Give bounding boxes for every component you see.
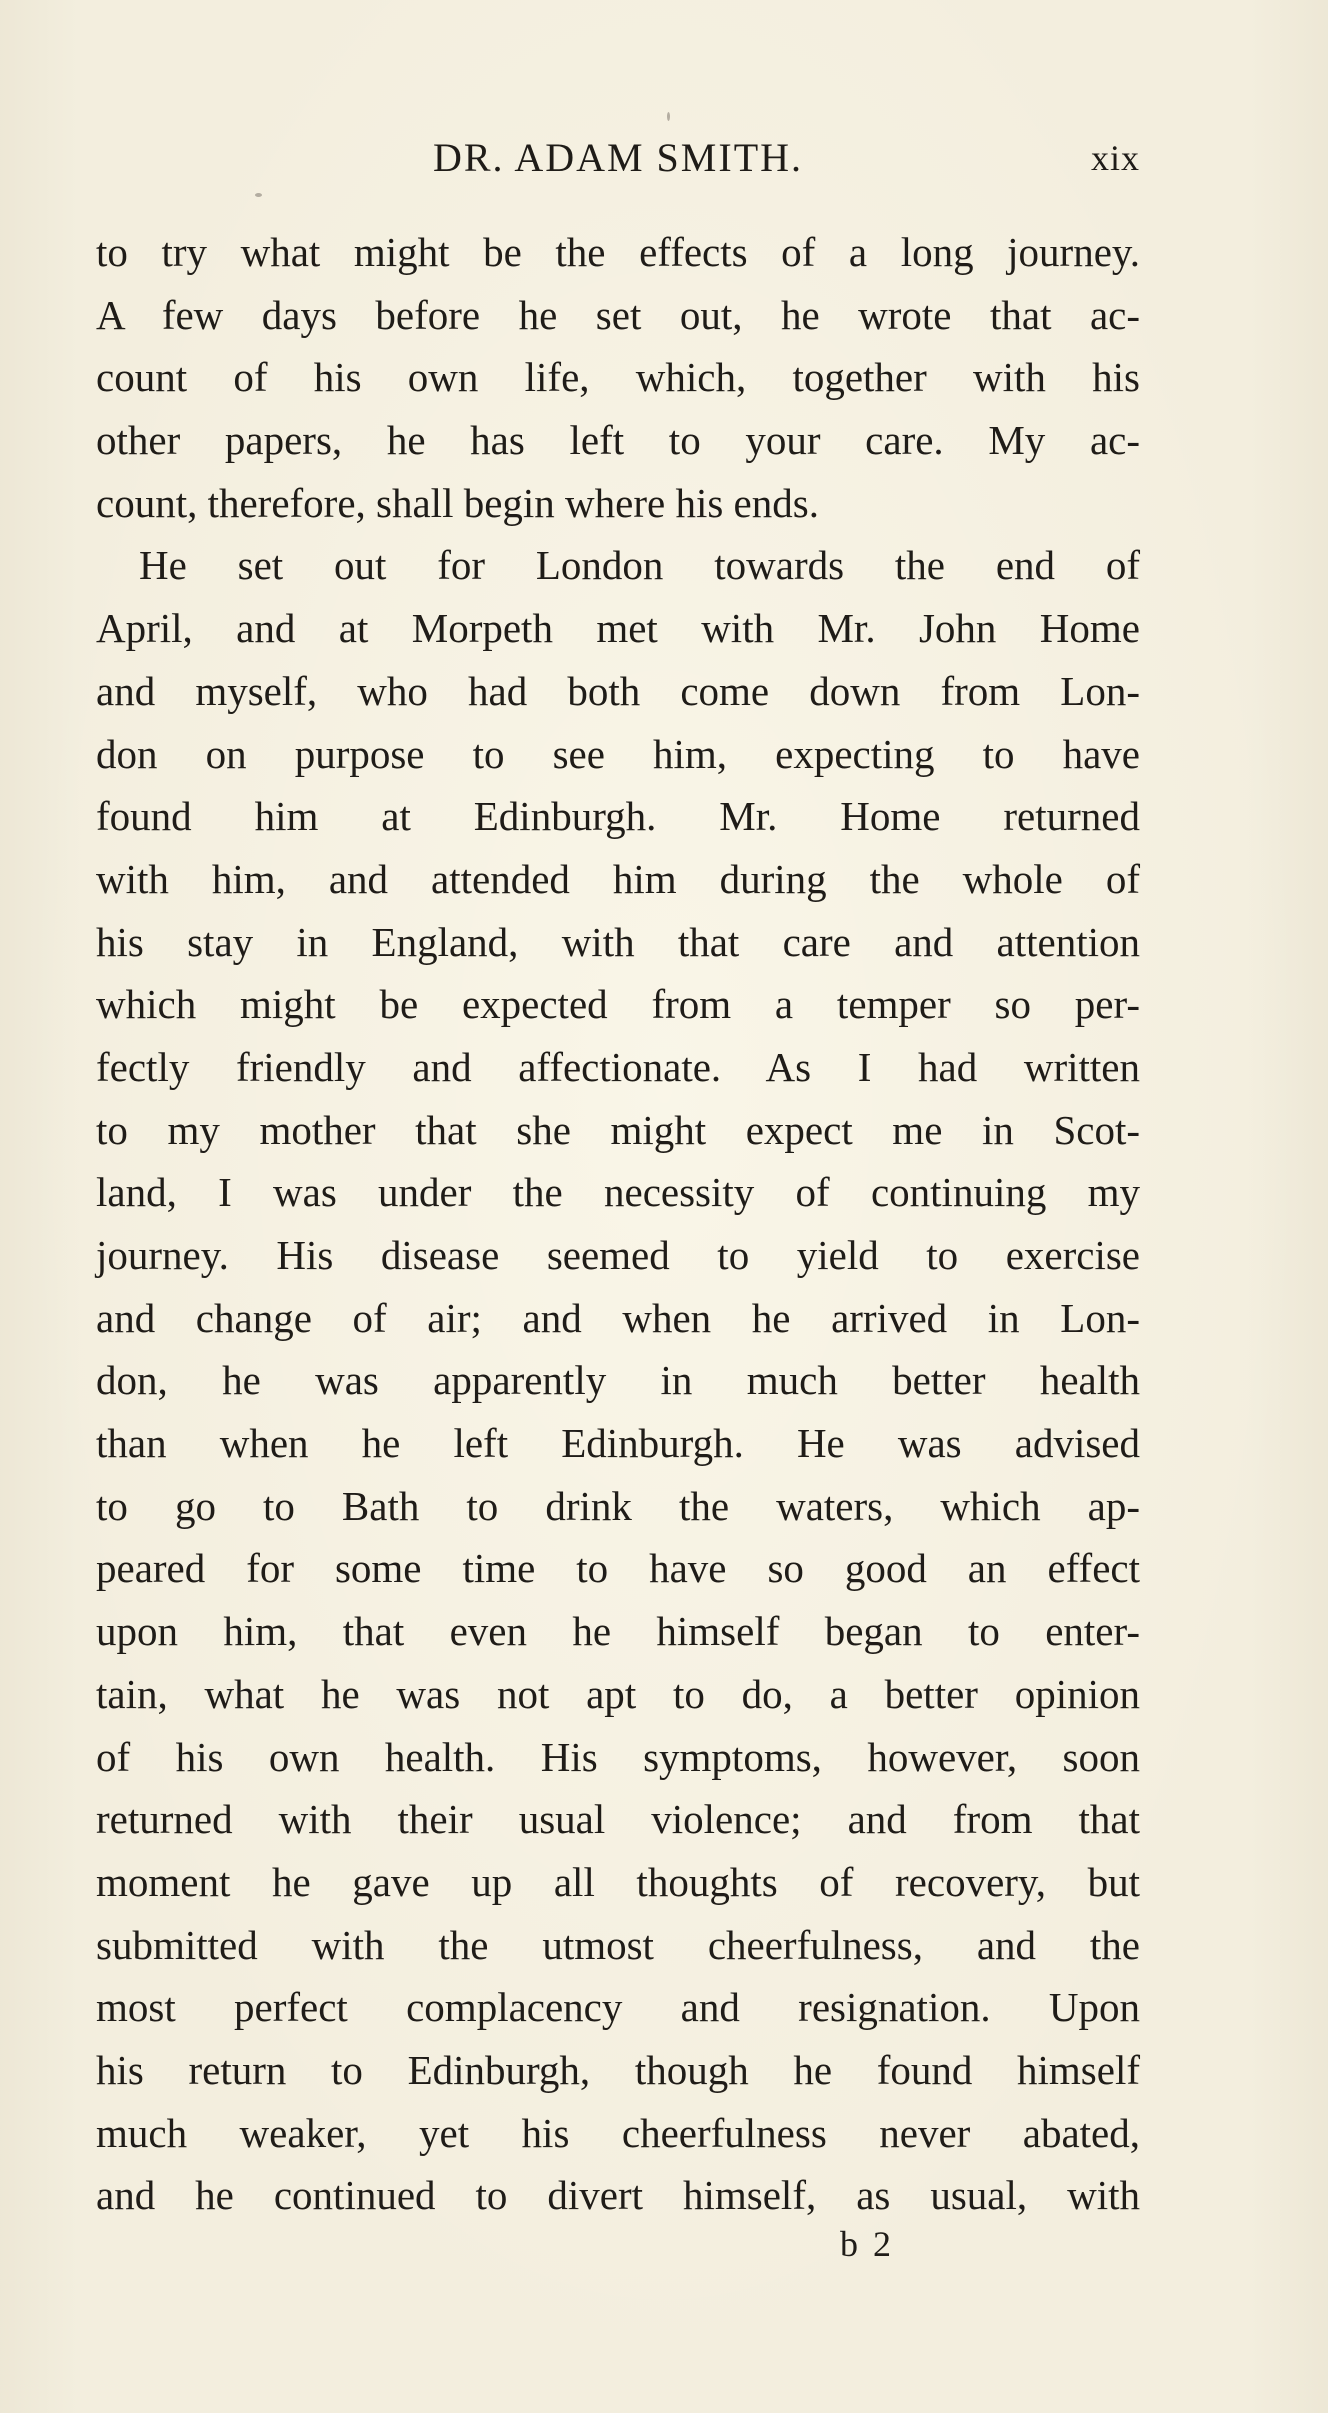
- text-line: don on purpose to see him, expecting to have: [96, 730, 1140, 777]
- text-line: to go to Bath to drink the waters, which ap-: [96, 1482, 1140, 1529]
- text-line: his stay in England, with that care and attention: [96, 918, 1140, 965]
- text-line: submitted with the utmost cheerfulness, and the: [96, 1921, 1140, 1968]
- body-text: [96, 221, 1140, 2227]
- text-line: other papers, he has left to your care. My ac-: [96, 417, 1140, 464]
- text-line: peared for some time to have so good an effect: [96, 1545, 1140, 1592]
- text-line: most perfect complacency and resignation. Upon: [96, 1984, 1140, 2031]
- text-line: which might be expected from a temper so per-: [96, 981, 1140, 1028]
- text-line: found him at Edinburgh. Mr. Home returned: [96, 793, 1140, 840]
- text-line: and change of air; and when he arrived in Lon-: [96, 1294, 1140, 1341]
- text-line: than when he left Edinburgh. He was advised: [96, 1420, 1140, 1467]
- text-line: He set out for London towards the end of: [139, 542, 1140, 589]
- text-line: fectly friendly and affectionate. As I had written: [96, 1043, 1140, 1090]
- text-line: April, and at Morpeth met with Mr. John Home: [96, 605, 1140, 652]
- ink-speck: [255, 193, 262, 197]
- text-line: with him, and attended him during the whole of: [96, 855, 1140, 902]
- text-line: upon him, that even he himself began to enter-: [96, 1608, 1140, 1655]
- page-number: xix: [1090, 138, 1140, 178]
- text-line: returned with their usual violence; and from that: [96, 1796, 1140, 1843]
- text-line: to try what might be the effects of a long journey.: [96, 229, 1140, 275]
- signature-mark: b 2: [840, 2224, 894, 2264]
- running-head-title: DR. ADAM SMITH.: [432, 135, 804, 180]
- text-line: land, I was under the necessity of continuing my: [96, 1169, 1140, 1216]
- text-line: A few days before he set out, he wrote that ac-: [96, 291, 1140, 338]
- text-line: his return to Edinburgh, though he found himself: [96, 2046, 1140, 2093]
- text-line: count of his own life, which, together with his: [96, 354, 1140, 401]
- text-line: and myself, who had both come down from Lon-: [96, 667, 1140, 714]
- ink-speck: [667, 112, 670, 121]
- running-head: [96, 128, 1140, 188]
- text-line: much weaker, yet his cheerfulness never abated,: [96, 2109, 1140, 2156]
- text-line: count, therefore, shall begin where his ends.: [96, 479, 819, 526]
- text-line: tain, what he was not apt to do, a better opinion: [96, 1670, 1140, 1717]
- text-line: to my mother that she might expect me in Scot-: [96, 1106, 1140, 1153]
- text-line: moment he gave up all thoughts of recovery, but: [96, 1858, 1140, 1905]
- text-line: and he continued to divert himself, as usual, with: [96, 2172, 1140, 2219]
- text-line: of his own health. His symptoms, however, soon: [96, 1733, 1140, 1780]
- text-line: don, he was apparently in much better health: [96, 1357, 1140, 1404]
- text-line: journey. His disease seemed to yield to exercise: [96, 1232, 1140, 1278]
